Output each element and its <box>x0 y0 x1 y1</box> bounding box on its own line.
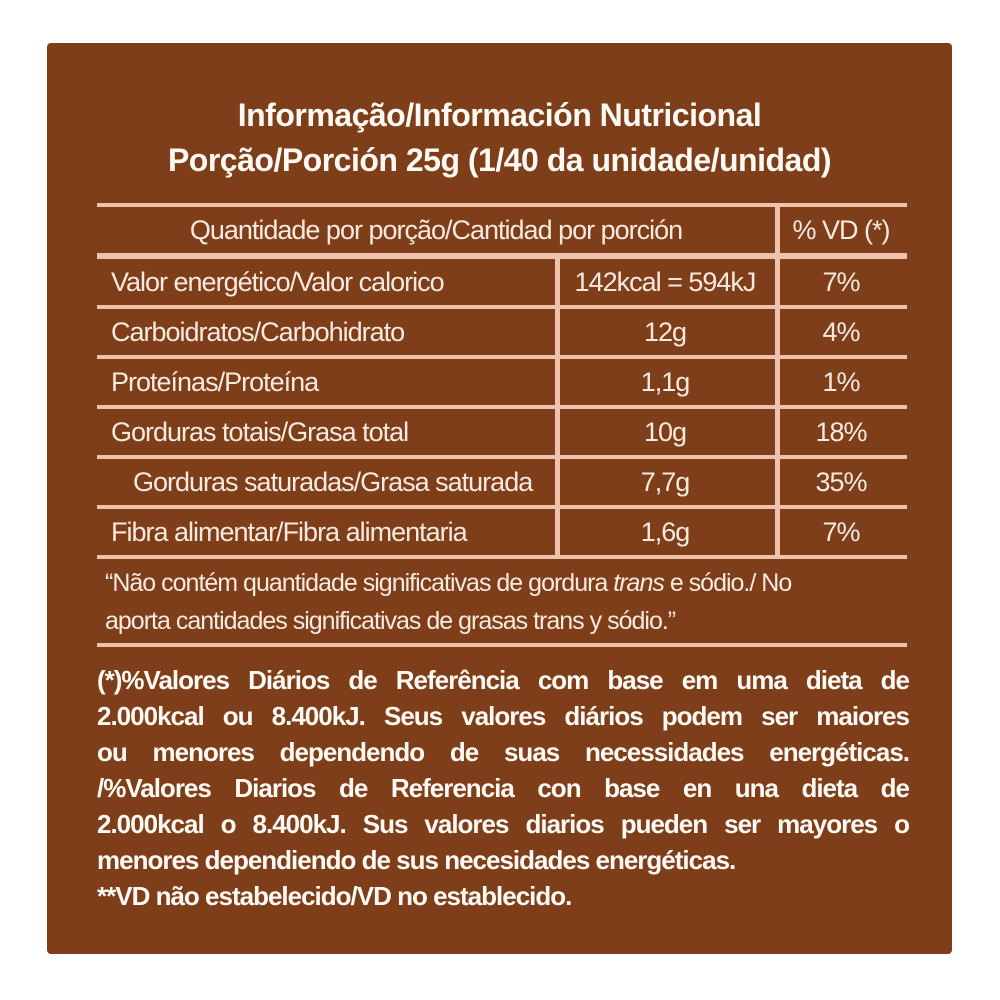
nutrient-name: Carboidratos/Carbohidrato <box>111 316 405 347</box>
column-divider-dv <box>775 203 780 555</box>
nutrient-daily-value: 1% <box>822 366 860 397</box>
label-title <box>47 93 952 183</box>
footnote-line: menores dependiendo de sus necesidades energéticas. <box>97 845 736 875</box>
nutrient-daily-value: 7% <box>822 266 860 297</box>
nutrient-row-protein <box>97 359 907 405</box>
header-quantity-per-serving: Quantidade por porção/Cantidad por porción <box>189 214 683 245</box>
daily-values-reference-note <box>97 662 909 914</box>
footnote-vd-line: **VD não estabelecido/VD no establecido. <box>97 881 572 911</box>
note-italic-trans: trans <box>613 569 664 597</box>
nutrient-amount: 1,6g <box>640 516 690 547</box>
nutrition-label-panel <box>47 43 952 954</box>
nutrient-name: Gorduras saturadas/Grasa saturada <box>133 466 533 497</box>
nutrient-row-saturated-fat <box>97 459 907 505</box>
nutrient-row-fiber <box>97 509 907 555</box>
nutrient-name: Fibra alimentar/Fibra alimentaria <box>111 516 467 547</box>
title-line: Informação/Información Nutricional <box>237 97 762 133</box>
nutrient-amount: 12g <box>643 316 687 347</box>
footnote-line: 2.000kcal o 8.400kJ. Sus valores diarios pueden ser mayores o <box>97 809 909 839</box>
note-text-segment: “Não contém quantidade significativas de gordura <box>105 569 614 597</box>
nutrient-amount: 1,1g <box>640 366 690 397</box>
column-divider-amount <box>555 259 560 555</box>
trans-sodium-note <box>97 559 907 643</box>
nutrient-row-total-fat <box>97 409 907 455</box>
table-bottom-border <box>97 643 907 647</box>
trans-sodium-note-line-2: aporta cantidades significativas de grasas trans y sódio.” <box>105 607 676 635</box>
footnote-line: ou menores dependendo de suas necessidades energéticas. <box>97 737 909 767</box>
footnote-line: 2.000kcal ou 8.400kJ. Seus valores diários podem ser maiores <box>97 701 909 731</box>
nutrient-daily-value: 7% <box>822 516 860 547</box>
nutrient-name: Gorduras totais/Grasa total <box>111 416 409 447</box>
nutrient-daily-value: 4% <box>822 316 860 347</box>
nutrient-daily-value: 18% <box>815 416 867 447</box>
nutrient-amount: 7,7g <box>640 466 690 497</box>
footnote-line: /%Valores Diarios de Referencia con base en una dieta de <box>97 773 909 803</box>
header-percent-dv: % VD (*) <box>792 214 890 245</box>
nutrient-amount: 142kcal = 594kJ <box>574 266 756 297</box>
nutrient-row-carbs <box>97 309 907 355</box>
serving-size-line: Porção/Porción 25g (1/40 da unidade/unidad) <box>167 142 832 178</box>
nutrient-name: Proteínas/Proteína <box>111 366 319 397</box>
nutrient-daily-value: 35% <box>815 466 867 497</box>
nutrient-name: Valor energético/Valor calorico <box>111 266 444 297</box>
nutrient-row-energy <box>97 259 907 305</box>
nutrition-table <box>97 203 907 647</box>
nutrient-amount: 10g <box>643 416 687 447</box>
table-header-row <box>97 207 907 253</box>
note-text-segment: e sódio./ No <box>663 569 792 597</box>
trans-sodium-note-line-1 <box>105 564 907 602</box>
footnote-line: (*)%Valores Diários de Referência com base em uma dieta de <box>97 665 909 695</box>
